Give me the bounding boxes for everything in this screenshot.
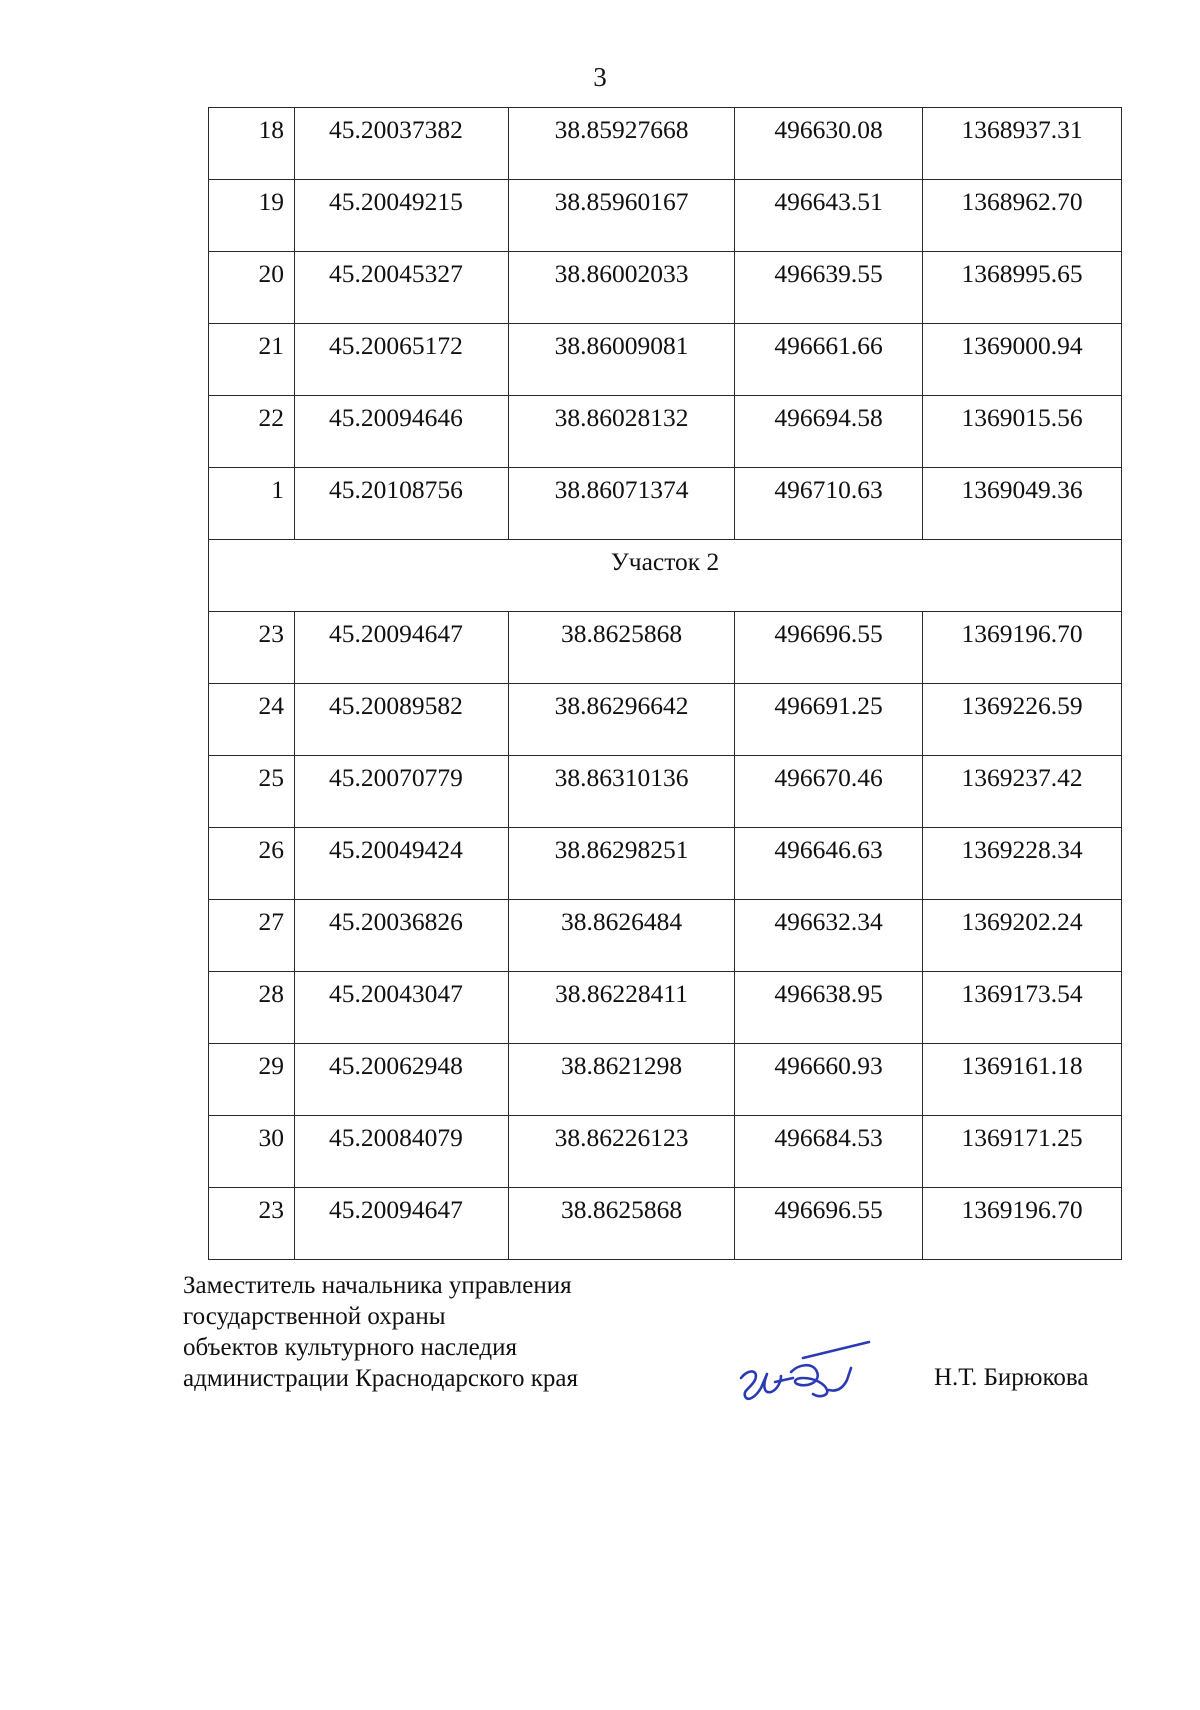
- x-coordinate-cell: 496638.95: [735, 972, 923, 1044]
- table-row: [209, 180, 1122, 252]
- point-number-cell: 28: [209, 972, 295, 1044]
- point-number-cell: 24: [209, 684, 295, 756]
- table-row: [209, 684, 1122, 756]
- y-coordinate-cell: 1369015.56: [923, 396, 1122, 468]
- longitude-cell: 38.8621298: [509, 1044, 735, 1116]
- point-number-cell: 20: [209, 252, 295, 324]
- table-row: [209, 252, 1122, 324]
- signer-position-line: государственной охраны: [183, 1303, 446, 1330]
- point-number-cell: 30: [209, 1116, 295, 1188]
- page-number: 3: [593, 62, 607, 92]
- x-coordinate-cell: 496670.46: [735, 756, 923, 828]
- longitude-cell: 38.86002033: [509, 252, 735, 324]
- x-coordinate-cell: 496684.53: [735, 1116, 923, 1188]
- point-number-cell: 29: [209, 1044, 295, 1116]
- latitude-cell: 45.20094646: [295, 396, 509, 468]
- y-coordinate-cell: 1368995.65: [923, 252, 1122, 324]
- x-coordinate-cell: 496691.25: [735, 684, 923, 756]
- longitude-cell: 38.86009081: [509, 324, 735, 396]
- point-number-cell: 18: [209, 108, 295, 180]
- y-coordinate-cell: 1369171.25: [923, 1116, 1122, 1188]
- latitude-cell: 45.20045327: [295, 252, 509, 324]
- table-row: [209, 756, 1122, 828]
- y-coordinate-cell: 1369237.42: [923, 756, 1122, 828]
- longitude-cell: 38.86226123: [509, 1116, 735, 1188]
- table-row: [209, 108, 1122, 180]
- latitude-cell: 45.20108756: [295, 468, 509, 540]
- latitude-cell: 45.20094647: [295, 1188, 509, 1260]
- table-row: [209, 1116, 1122, 1188]
- latitude-cell: 45.20084079: [295, 1116, 509, 1188]
- x-coordinate-cell: 496661.66: [735, 324, 923, 396]
- point-number-cell: 25: [209, 756, 295, 828]
- latitude-cell: 45.20037382: [295, 108, 509, 180]
- y-coordinate-cell: 1369226.59: [923, 684, 1122, 756]
- y-coordinate-cell: 1369173.54: [923, 972, 1122, 1044]
- longitude-cell: 38.86310136: [509, 756, 735, 828]
- table-row: [209, 396, 1122, 468]
- y-coordinate-cell: 1369202.24: [923, 900, 1122, 972]
- table-row: [209, 324, 1122, 396]
- latitude-cell: 45.20043047: [295, 972, 509, 1044]
- x-coordinate-cell: 496694.58: [735, 396, 923, 468]
- y-coordinate-cell: 1368962.70: [923, 180, 1122, 252]
- point-number-cell: 22: [209, 396, 295, 468]
- y-coordinate-cell: 1369196.70: [923, 612, 1122, 684]
- handwritten-signature: [733, 1338, 873, 1408]
- x-coordinate-cell: 496632.34: [735, 900, 923, 972]
- signature-block: [183, 1270, 578, 1394]
- x-coordinate-cell: 496639.55: [735, 252, 923, 324]
- y-coordinate-cell: 1369000.94: [923, 324, 1122, 396]
- point-number-cell: 19: [209, 180, 295, 252]
- table-row: [209, 900, 1122, 972]
- section-row: [209, 540, 1122, 612]
- signer-position-line: Заместитель начальника управления: [183, 1272, 572, 1299]
- signature-stroke: [791, 1365, 827, 1396]
- signer-position-line: администрации Краснодарского края: [183, 1365, 579, 1392]
- x-coordinate-cell: 496630.08: [735, 108, 923, 180]
- table-row: [209, 1188, 1122, 1260]
- x-coordinate-cell: 496646.63: [735, 828, 923, 900]
- signature-strokes: [741, 1342, 869, 1399]
- table-row: [209, 1044, 1122, 1116]
- longitude-cell: 38.85927668: [509, 108, 735, 180]
- latitude-cell: 45.20065172: [295, 324, 509, 396]
- latitude-cell: 45.20062948: [295, 1044, 509, 1116]
- longitude-cell: 38.8626484: [509, 900, 735, 972]
- coordinates-table: [208, 107, 1122, 1260]
- latitude-cell: 45.20036826: [295, 900, 509, 972]
- point-number-cell: 23: [209, 1188, 295, 1260]
- latitude-cell: 45.20049215: [295, 180, 509, 252]
- x-coordinate-cell: 496696.55: [735, 1188, 923, 1260]
- point-number-cell: 21: [209, 324, 295, 396]
- longitude-cell: 38.8625868: [509, 612, 735, 684]
- x-coordinate-cell: 496643.51: [735, 180, 923, 252]
- coordinates-table-body: [209, 108, 1122, 1260]
- point-number-cell: 26: [209, 828, 295, 900]
- signature-stroke: [803, 1342, 869, 1358]
- latitude-cell: 45.20049424: [295, 828, 509, 900]
- table-row: [209, 612, 1122, 684]
- table-row: [209, 828, 1122, 900]
- x-coordinate-cell: 496660.93: [735, 1044, 923, 1116]
- y-coordinate-cell: 1369228.34: [923, 828, 1122, 900]
- point-number-cell: 1: [209, 468, 295, 540]
- table-row: [209, 972, 1122, 1044]
- signer-position-line: объектов культурного наследия: [183, 1334, 517, 1361]
- x-coordinate-cell: 496696.55: [735, 612, 923, 684]
- signature-stroke: [741, 1371, 781, 1398]
- longitude-cell: 38.85960167: [509, 180, 735, 252]
- longitude-cell: 38.86071374: [509, 468, 735, 540]
- latitude-cell: 45.20070779: [295, 756, 509, 828]
- latitude-cell: 45.20089582: [295, 684, 509, 756]
- x-coordinate-cell: 496710.63: [735, 468, 923, 540]
- longitude-cell: 38.86028132: [509, 396, 735, 468]
- signature-stroke: [775, 1378, 793, 1382]
- longitude-cell: 38.8625868: [509, 1188, 735, 1260]
- point-number-cell: 23: [209, 612, 295, 684]
- y-coordinate-cell: 1369161.18: [923, 1044, 1122, 1116]
- y-coordinate-cell: 1368937.31: [923, 108, 1122, 180]
- signer-name: Н.Т. Бирюкова: [934, 1364, 1089, 1391]
- longitude-cell: 38.86228411: [509, 972, 735, 1044]
- section-label: Участок 2: [209, 540, 1122, 612]
- signature-stroke: [829, 1368, 851, 1391]
- y-coordinate-cell: 1369049.36: [923, 468, 1122, 540]
- table-row: [209, 468, 1122, 540]
- latitude-cell: 45.20094647: [295, 612, 509, 684]
- point-number-cell: 27: [209, 900, 295, 972]
- longitude-cell: 38.86296642: [509, 684, 735, 756]
- longitude-cell: 38.86298251: [509, 828, 735, 900]
- y-coordinate-cell: 1369196.70: [923, 1188, 1122, 1260]
